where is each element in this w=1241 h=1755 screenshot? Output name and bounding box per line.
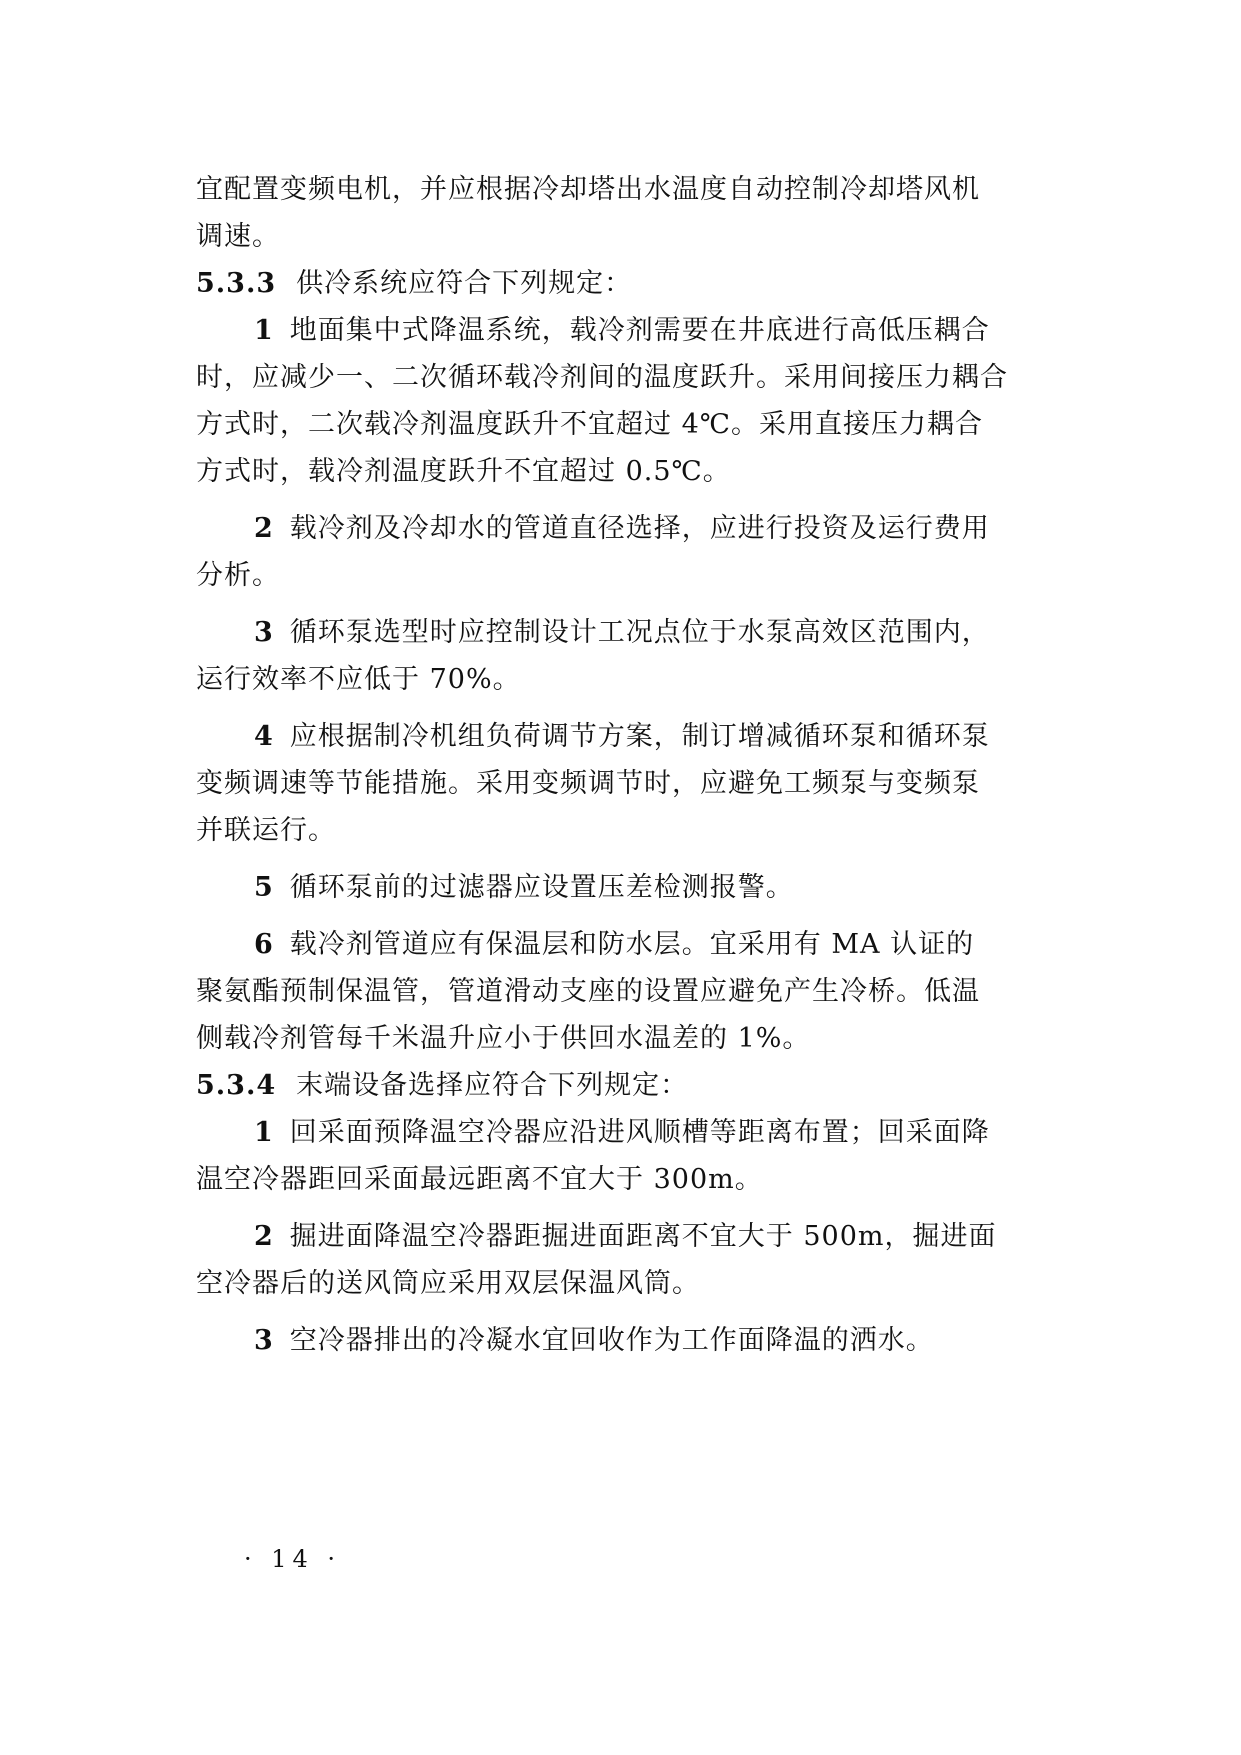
text-line [196, 307, 1076, 354]
spacer [196, 599, 1076, 609]
item-text: 空冷器排出的冷凝水宜回收作为工作面降温的洒水。 [289, 1325, 934, 1356]
spacer [196, 911, 1076, 921]
document-body [196, 166, 1076, 1364]
spacer [196, 854, 1076, 864]
text-line: 调速。 [196, 221, 280, 252]
text-line: 宜配置变频电机，并应根据冷却塔出水温度自动控制冷却塔风机 [196, 174, 980, 205]
item-text: 循环泵前的过滤器应设置压差检测报警。 [289, 872, 794, 903]
item-text: 掘进面降温空冷器距掘进面距离不宜大于 500m，掘进面 [289, 1221, 997, 1252]
item-text: 地面集中式降温系统，载冷剂需要在井底进行高低压耦合 [289, 315, 990, 346]
item-number: 3 [254, 617, 274, 648]
page-number: · 14 · [244, 1545, 342, 1573]
item-number: 3 [254, 1325, 274, 1356]
list-item [196, 864, 1076, 911]
text-line: 空冷器后的送风筒应采用双层保温风筒。 [196, 1268, 700, 1299]
text-line: 变频调速等节能措施。采用变频调节时，应避免工频泵与变频泵 [196, 768, 980, 799]
clause-number: 5.3.4 [196, 1070, 277, 1101]
item-number: 2 [254, 513, 274, 544]
text-line [196, 713, 1076, 760]
text-line [196, 864, 1076, 911]
item-text: 循环泵选型时应控制设计工况点位于水泵高效区范围内， [289, 617, 990, 648]
item-number: 2 [254, 1221, 274, 1252]
clause-title: 末端设备选择应符合下列规定： [296, 1070, 689, 1101]
text-line: 时，应减少一、二次循环载冷剂间的温度跃升。采用间接压力耦合 [196, 362, 1008, 393]
list-item [196, 1109, 1076, 1203]
item-number: 6 [254, 929, 274, 960]
item-number: 1 [254, 1117, 274, 1148]
spacer [196, 1203, 1076, 1213]
list-item [196, 1317, 1076, 1364]
text-line [196, 921, 1076, 968]
spacer [196, 495, 1076, 505]
text-line: 方式时，二次载冷剂温度跃升不宜超过 4℃。采用直接压力耦合 [196, 409, 983, 440]
text-line: 方式时，载冷剂温度跃升不宜超过 0.5℃。 [196, 456, 731, 487]
text-line: 聚氨酯预制保温管，管道滑动支座的设置应避免产生冷桥。低温 [196, 976, 980, 1007]
item-text: 回采面预降温空冷器应沿进风顺槽等距离布置；回采面降 [289, 1117, 990, 1148]
text-line [196, 1317, 1076, 1364]
list-item [196, 921, 1076, 1062]
item-number: 5 [254, 872, 274, 903]
text-line: 并联运行。 [196, 815, 336, 846]
list-item [196, 307, 1076, 495]
text-line [196, 505, 1076, 552]
text-line: 运行效率不应低于 70%。 [196, 664, 521, 695]
list-item [196, 1213, 1076, 1307]
list-item [196, 713, 1076, 854]
spacer [196, 1307, 1076, 1317]
clause-number: 5.3.3 [196, 268, 277, 299]
spacer [196, 703, 1076, 713]
item-text: 载冷剂管道应有保温层和防水层。宜采用有 MA 认证的 [289, 929, 975, 960]
list-item [196, 505, 1076, 599]
item-text: 应根据制冷机组负荷调节方案，制订增减循环泵和循环泵 [289, 721, 990, 752]
clause-heading-5-3-3 [196, 260, 1076, 307]
clause-heading-5-3-4 [196, 1062, 1076, 1109]
item-number: 4 [254, 721, 274, 752]
text-line: 温空冷器距回采面最远距离不宜大于 300m。 [196, 1164, 763, 1195]
text-line: 侧载冷剂管每千米温升应小于供回水温差的 1%。 [196, 1023, 811, 1054]
text-line [196, 609, 1076, 656]
item-number: 1 [254, 315, 274, 346]
text-line [196, 1213, 1076, 1260]
clause-title: 供冷系统应符合下列规定： [296, 268, 633, 299]
text-line: 分析。 [196, 560, 280, 591]
item-text: 载冷剂及冷却水的管道直径选择，应进行投资及运行费用 [289, 513, 990, 544]
list-item [196, 609, 1076, 703]
text-line [196, 1109, 1076, 1156]
